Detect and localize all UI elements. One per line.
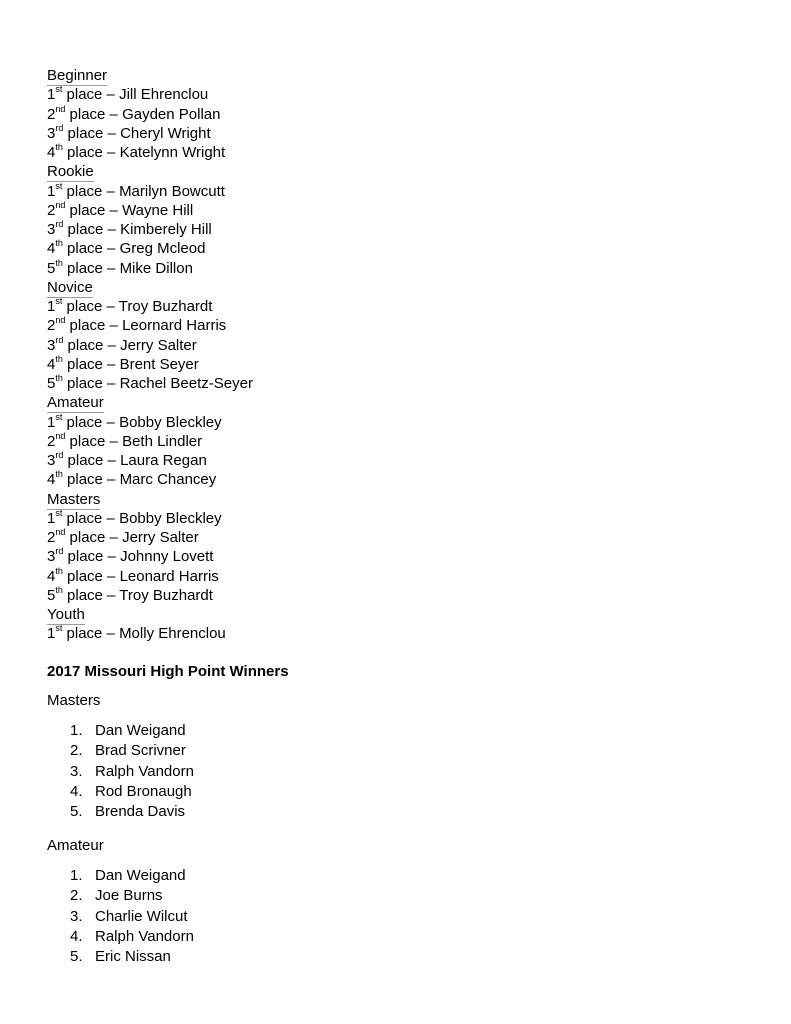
list-item [70,886,194,906]
list-number: 1. [70,867,83,884]
list-name: Dan Weigand [95,867,186,884]
place-suffix: th [55,565,63,576]
place-text: place – Greg Mcleod [62,240,206,258]
place-text: place – Troy Buzhardt [62,298,213,315]
place-suffix: rd [55,546,64,557]
place-number: 4 [47,240,56,258]
masters-heading: Masters [47,692,101,709]
place-text: place – Bobby Bleckley [62,509,222,527]
place-text: place – Jill Ehrenclou [62,86,209,104]
place-row [47,355,747,374]
place-number: 3 [47,221,56,238]
place-text: place – Troy Buzhardt [62,586,213,604]
place-number: 4 [47,471,56,489]
place-row [47,528,747,547]
list-item [70,721,194,741]
list-number: 5. [70,803,83,820]
place-suffix: rd [55,450,64,460]
list-number: 4. [70,927,83,945]
place-number: 1 [47,182,56,200]
list-name: Ralph Vandorn [95,927,194,945]
category-heading-novice [47,278,747,297]
place-suffix: st [55,296,63,306]
place-number: 5 [47,375,56,392]
place-row [47,316,747,335]
list-name: Dan Weigand [95,722,186,739]
place-text: place – Leonard Harris [62,567,219,585]
place-text: place – Brent Seyer [62,355,199,373]
list-number: 5. [70,948,83,965]
place-row [47,105,747,124]
place-number: 1 [47,509,56,527]
place-text: place – Cheryl Wright [63,124,211,142]
place-row [47,547,747,566]
place-suffix: nd [55,103,66,114]
place-suffix: st [55,411,63,422]
placings-section [47,66,747,644]
place-suffix: th [55,353,63,364]
place-number: 1 [47,413,56,431]
place-suffix: th [55,584,63,595]
category-heading-amateur [47,393,747,412]
place-text: place – Jerry Salter [65,529,199,546]
list-item [70,741,194,761]
list-number: 1. [70,722,83,739]
list-item [70,782,194,802]
place-text: place – Beth Lindler [65,432,203,450]
place-row [47,624,747,643]
place-text: place – Wayne Hill [65,201,194,219]
place-text: place – Jerry Salter [63,336,197,354]
place-suffix: rd [55,122,64,133]
category-label: Rookie [47,163,94,181]
place-row [47,586,747,605]
category-heading-youth [47,605,747,624]
place-number: 1 [47,298,56,315]
category-label: Youth [47,606,85,623]
place-suffix: th [55,373,63,383]
place-suffix: th [55,257,63,268]
place-row [47,259,747,278]
place-number: 4 [47,355,56,373]
category-heading-masters [47,490,747,509]
place-text: place – Marilyn Bowcutt [62,182,225,200]
list-number: 3. [70,907,83,925]
place-row [47,85,747,104]
category-label: Novice [47,278,93,296]
place-row [47,201,747,220]
list-item [70,866,194,886]
place-row [47,182,747,201]
place-number: 2 [47,432,56,450]
list-item [70,762,194,782]
place-row [47,336,747,355]
place-number: 3 [47,548,56,566]
place-number: 4 [47,144,56,161]
place-suffix: rd [55,219,64,229]
place-suffix: nd [55,199,66,210]
category-label: Masters [47,490,101,508]
place-number: 5 [47,586,56,604]
list-item [70,927,194,947]
place-row [47,413,747,432]
place-suffix: th [55,142,63,152]
place-row [47,124,747,143]
list-item [70,947,194,967]
list-name: Charlie Wilcut [95,907,188,925]
place-row [47,509,747,528]
amateur-list [70,866,194,967]
place-suffix: nd [55,527,66,537]
place-suffix: st [55,623,63,634]
place-number: 2 [47,105,56,123]
place-text: place – Gayden Pollan [65,105,221,123]
place-suffix: nd [55,430,66,441]
place-number: 3 [47,452,56,469]
place-row [47,220,747,239]
place-text: place – Kimberely Hill [63,221,212,238]
place-text: place – Molly Ehrenclou [62,625,226,643]
masters-list [70,721,194,822]
list-name: Brenda Davis [95,803,186,820]
place-suffix: st [55,84,63,95]
place-text: place – Laura Regan [63,452,207,469]
place-row [47,567,747,586]
place-row [47,470,747,489]
category-heading-rookie [47,162,747,181]
list-number: 3. [70,762,83,780]
place-number: 3 [47,124,56,142]
place-number: 2 [47,529,56,546]
list-number: 2. [70,742,83,760]
place-row [47,432,747,451]
place-number: 2 [47,201,56,219]
list-number: 4. [70,782,83,800]
list-name: Brad Scrivner [95,742,186,760]
category-label: Amateur [47,394,104,412]
place-row [47,239,747,258]
category-heading-beginner [47,66,747,85]
place-suffix: st [55,180,63,191]
place-number: 1 [47,625,56,643]
place-suffix: st [55,507,63,518]
place-row [47,143,747,162]
place-suffix: th [55,238,63,249]
place-text: place – Bobby Bleckley [62,413,222,431]
amateur-heading: Amateur [47,837,104,854]
place-number: 5 [47,259,56,277]
place-number: 2 [47,317,56,335]
list-name: Eric Nissan [95,948,171,965]
list-item [70,802,194,822]
list-name: Ralph Vandorn [95,762,194,780]
list-name: Rod Bronaugh [95,782,192,800]
place-text: place – Mike Dillon [62,259,193,277]
place-suffix: rd [55,334,64,345]
place-text: place – Leornard Harris [65,317,227,335]
list-item [70,907,194,927]
list-name: Joe Burns [95,887,163,905]
place-row [47,451,747,470]
place-suffix: nd [55,315,66,326]
place-row [47,374,747,393]
place-suffix: th [55,469,63,480]
place-row [47,297,747,316]
place-text: place – Katelynn Wright [62,144,226,161]
place-text: place – Rachel Beetz-Seyer [62,375,253,392]
category-label: Beginner [47,67,108,84]
place-number: 3 [47,336,56,354]
list-number: 2. [70,887,83,905]
place-number: 4 [47,567,56,585]
high-point-title: 2017 Missouri High Point Winners [47,663,289,680]
place-text: place – Johnny Lovett [63,548,214,566]
place-number: 1 [47,86,56,104]
place-text: place – Marc Chancey [62,471,217,489]
